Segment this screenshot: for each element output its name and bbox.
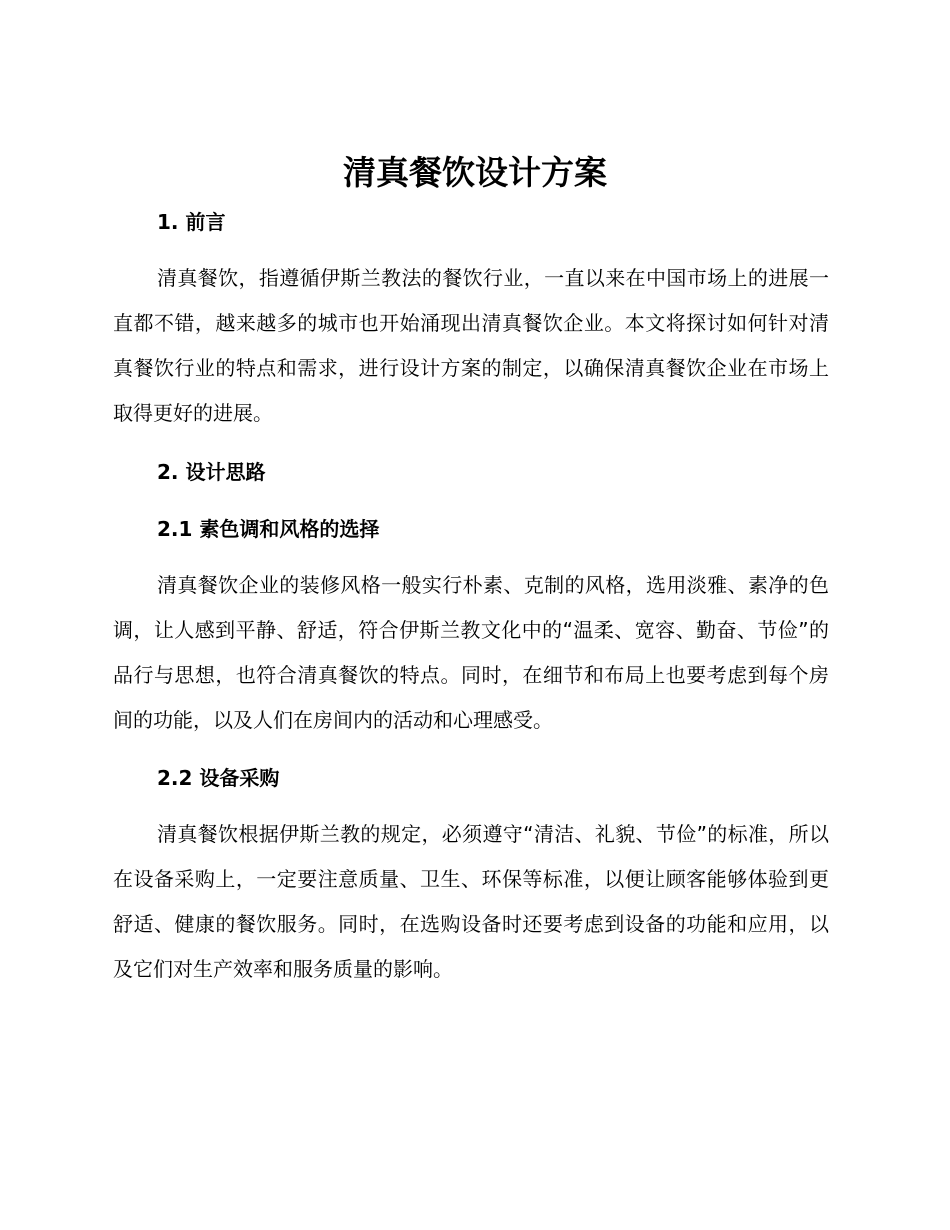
section-paragraph-preface: 清真餐饮，指遵循伊斯兰教法的餐饮行业，一直以来在中国市场上的进展一直都不错，越来越多的城市也开始涌现出清真餐饮企业。本文将探讨如何针对清真餐饮行业的特点和需求，进行设计方案的制定，以确保清真餐饮企业在市场上取得更好的进展。	[113, 266, 829, 425]
section-paragraph-color-style: 清真餐饮企业的装修风格一般实行朴素、克制的风格，选用淡雅、素净的色调，让人感到平静、舒适，符合伊斯兰教文化中的“温柔、宽容、勤奋、节俭”的品行与思想，也符合清真餐饮的特点。同时，在细节和布局上也要考虑到每个房间的功能，以及人们在房间内的活动和心理感受。	[113, 573, 829, 732]
section-paragraph-equipment: 清真餐饮根据伊斯兰教的规定，必须遵守“清洁、礼貌、节俭”的标准，所以在设备采购上，一定要注意质量、卫生、环保等标准，以便让顾客能够体验到更舒适、健康的餐饮服务。同时，在选购设备时还要考虑到设备的功能和应用，以及它们对生产效率和服务质量的影响。	[113, 822, 829, 981]
section-heading-design-ideas: 2. 设计思路	[157, 460, 266, 484]
section-heading-color-style: 2.1 素色调和风格的选择	[157, 517, 380, 541]
document-title: 清真餐饮设计方案	[343, 153, 607, 192]
section-heading-preface: 1. 前言	[157, 210, 226, 234]
section-heading-equipment: 2.2 设备采购	[157, 766, 280, 790]
